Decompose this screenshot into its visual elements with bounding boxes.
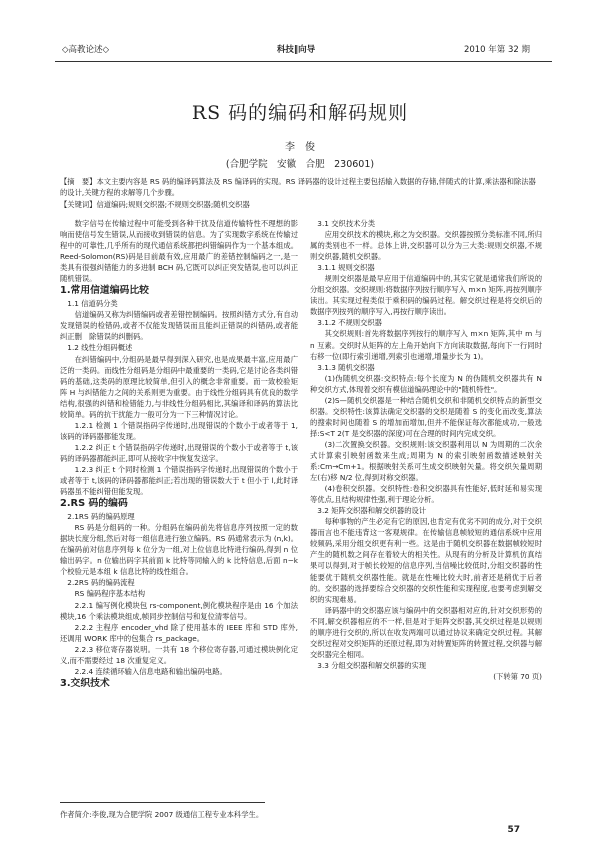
section-heading: 3.交织技术 <box>60 677 110 689</box>
paragraph: 每种事物的产生必定有它的原因,也肯定有优劣不同的成分,对于交织器而言也不能违背这一客观规律。在传输信息帧较短的通信系统中应用较频码,采用分组交织更有利一些。这是由于随机交织器在数据帧较短时产生的随机数之间存在着较大的相关性。从现有的分析及计算机仿真结果可以得到,对于帧长较短的信息序列,当信噪比较低时,分组交织器的性能要优于随机交织器性能。就是在性噪比较大时,前者还是稍优于后者的。交织器的选择要综合交织器的交织性能和实现程度,也要考虑到解交织的实现难易。 <box>310 517 542 604</box>
keywords: 【关键词】信道编码;规则交织器;不规则交织器;随机交织器 <box>60 199 250 209</box>
paragraph: 数字信号在传输过程中可能受到各种干扰及信道传输特性不理想的影响而使信号发生错误,从而接收到错误的信息。为了实现数字系统在传输过程中的可靠性,几乎所有的现代通信系统都把纠错编码作为一个基本组成。Reed-Solomon(RS)码是目前最有效,应用最广的差错控制编码之一,是一类具有很强纠错能力的多进制 BCH 码,它既可以纠正突发错误,也可以纠正随机错误。 <box>60 219 298 284</box>
paragraph: 译码器中的交织器应该与编码中的交织器相对应的,针对交织形势的不同,解交织器相应的不一样,但是对于矩阵交织器,其交织过程是以规则的顺序进行交织的,所以在收发两端可以通过协议来确定交织过程。其解交织过程对交织矩阵的还原过程,即为对转置矩阵的转置过程,交织器与解交织器完全相同。 <box>310 605 542 659</box>
paper-title: RS 码的编码和解码规则 <box>191 102 409 124</box>
paragraph: RS 编码程序基本结构 <box>74 589 145 599</box>
abstract-block <box>60 176 542 210</box>
paragraph: 2.2.2 主程序 encoder_vhd 除了使用基本的 IEEE 库和 STD 库外,还调用 WORK 库中的包集合 rs_package。 <box>60 622 298 643</box>
subsection-heading: 1.2 线性分组码概述 <box>67 343 133 353</box>
paragraph: 规则交织器是最早应用于信道编码中的,其实它就是通常我们所说的分组交织器。交织规则:将数据序列按行顺序写入 m×n 矩阵,再按列顺序读出。其实现过程类似于乘积码的编码过程。解交织过程是将交织后的数据序列按列的顺序写入,再按行顺序读出。 <box>310 274 542 317</box>
paragraph: 2.2.3 移位寄存器说明。一共有 18 个移位寄存器,可通过模块例化定义,而不需要经过 18 次重复定义。 <box>60 644 298 665</box>
paragraph: (4)卷积交织器。交织特性:卷积交织器具有性能好,低时延和易实现等优点,且结构规律性强,利于理论分析。 <box>310 484 542 505</box>
running-header <box>62 43 530 59</box>
paragraph: (3)二次置换交织器。交织规则:该交织器利用以 N 为周期的二次余式计算索引映射函数来生成;周期为 N 的索引映射函数描述映射关系:Cm→Cm+1。根据映射关系可生成交织映射矢量。将交织矢量周期左(右)移 N/2 位,得到对称交织器。 <box>310 439 542 483</box>
subsection-heading: 3.1.1 规则交织器 <box>317 263 375 273</box>
subsection-heading: 3.2 矩阵交织器和解交织器的设计 <box>317 506 427 516</box>
footnote: 作者简介:李俊,现为合肥学院 2007 级通信工程专业本科学生。 <box>60 810 264 819</box>
paragraph: 1.2.1 检测 1 个错误指码字传递时,出现错误的个数小于或者等于 1,该码的译码器都能发现。 <box>60 420 298 441</box>
subsection-heading: 2.2RS 码的编码流程 <box>67 578 135 588</box>
subsection-heading: 2.1RS 码的编码原理 <box>67 512 135 522</box>
continued-note: (下转第 70 页) <box>493 671 542 681</box>
header-journal: 科技‖向导 <box>276 45 316 55</box>
subsection-heading: 3.1.3 随机交织器 <box>317 362 375 372</box>
right-column <box>310 218 542 682</box>
paragraph: 在纠错编码中,分组码是最早得到深入研究,也是成果最丰富,应用最广泛的一类码。而线性分组码是分组码中最重要的一类码,它是讨论各类纠错码的基础,这类码的原理比较简单,但引入的概念非常重要。而一致校验矩阵 H 与纠错能力之间的关系则更为重要。由于线性分组码具有优良的数学结构,很强的纠错和检错能力,与非线性分组码相比,其编译和译码的算法比较简单。码的抗干扰能力一般可分为一下三种情况讨论。 <box>60 354 298 419</box>
paragraph: (2)S—随机交织器是一种结合随机交织和非随机交织特点的新型交织器。交织特性:该算法确定交织器的交织是随着 S 的变化而改变,算法的搜索时间也随着 S 的增加而增加,但并不能保证每次都能成功,一般选择:S<T 2(T 是交织器的深度)可在合理的时间内完成交织。 <box>310 395 542 438</box>
paragraph: 其交织规则:首先将数据序列按行的顺序写入 m×n 矩阵,其中 m 与 n 互素。交织时从矩阵的左上角开始向下方向读取数据,每向下一行同时右移一位(即行索引递增,列索引也递增,增量步长为 1)。 <box>310 329 542 361</box>
footnote-rule <box>60 802 265 803</box>
subsection-heading: 1.1 信道码分类 <box>67 299 118 309</box>
paragraph: 1.2.3 纠正 t 个同时检测 1 个错误指码字传递时,出现错误的个数小于或者等于 t,该码的译码器都能纠正;若出现的错误数大于 t 但小于 l,此时译码器虽不能纠错但能发现。 <box>60 464 298 497</box>
author: 李 俊 <box>285 142 315 153</box>
paragraph: 1.2.2 纠正 t 个错误指码字传递时,出现错误的个数小于或者等于 t,该码的译码器都能纠正,即可从接收字中恢复发送字。 <box>60 442 298 463</box>
page-number: 57 <box>507 825 520 835</box>
header-section: ◇高教论述◇ <box>62 45 110 55</box>
affiliation: (合肥学院 安徽 合肥 230601) <box>225 159 375 170</box>
subsection-heading: 3.1 交织技术分类 <box>317 219 376 228</box>
section-heading: 2.RS 码的编码 <box>60 498 128 510</box>
header-issue: 2010 年第 32 期 <box>463 45 530 55</box>
paragraph: 应用交织技术的模块,称之为交织器。交织器按照分类标准不同,所归属的类别也不一样。总体上讲,交织器可以分为三大类:规则交织器,不规则交织器,随机交织器。 <box>310 230 542 262</box>
paragraph: 2.2.1 编写例化模块包 rs-component,例化模块程序是由 16 个加法模块,16 个乘法模块组成,帧同步控制信号和复位清零信号。 <box>60 600 298 621</box>
subsection-heading: 3.3 分组交织器和解交织器的实现 <box>317 660 427 670</box>
paragraph: (1)伪随机交织器:交织特点:每个长度为 N 的伪随机交织器共有 N 种交织方式,体现着交织有模信道编码理论中的"随机特性"。 <box>310 373 542 394</box>
section-heading: 1.常用信道编码比较 <box>60 285 149 297</box>
subsection-heading: 3.1.2 不规则交织器 <box>317 318 382 328</box>
paragraph: 2.2.4 连续循环输入信息电路和输出编码电路。 <box>74 666 227 676</box>
paragraph: RS 码是分组码的一种。分组码在编码前先将信息序列按照一定的数据块长度分组,然后对每一组信息进行独立编码。RS 码通常表示为 (n,k)。在编码前对信息序列每 k 位分为一组,对上位信息比特进行编码,得到 n 位输出码字。n 位输出码字其前面 k 比特等同输入的 k 比特信息,后面 n−k 个校验元是本组 k 信息比特的线性组合。 <box>60 523 298 577</box>
abstract: 【摘 要】本文主要内容是 RS 码的编译码算法及 RS 编译码的实现。RS 译码器的设计过程主要包括输入数据的存储,伴随式的计算,乘法器和除法器的设计,关键方程的求解等几个步骤。 <box>60 177 536 198</box>
header-rule <box>55 61 552 62</box>
paragraph: 信道编码又称为纠错编码或者差错控制编码。按照纠错方式分,有自动发现错误的检错码,或者不仅能发现错误而且能纠正错误的纠错码,或者能纠正删 除错误的纠删码。 <box>60 310 298 342</box>
left-column <box>60 218 298 691</box>
